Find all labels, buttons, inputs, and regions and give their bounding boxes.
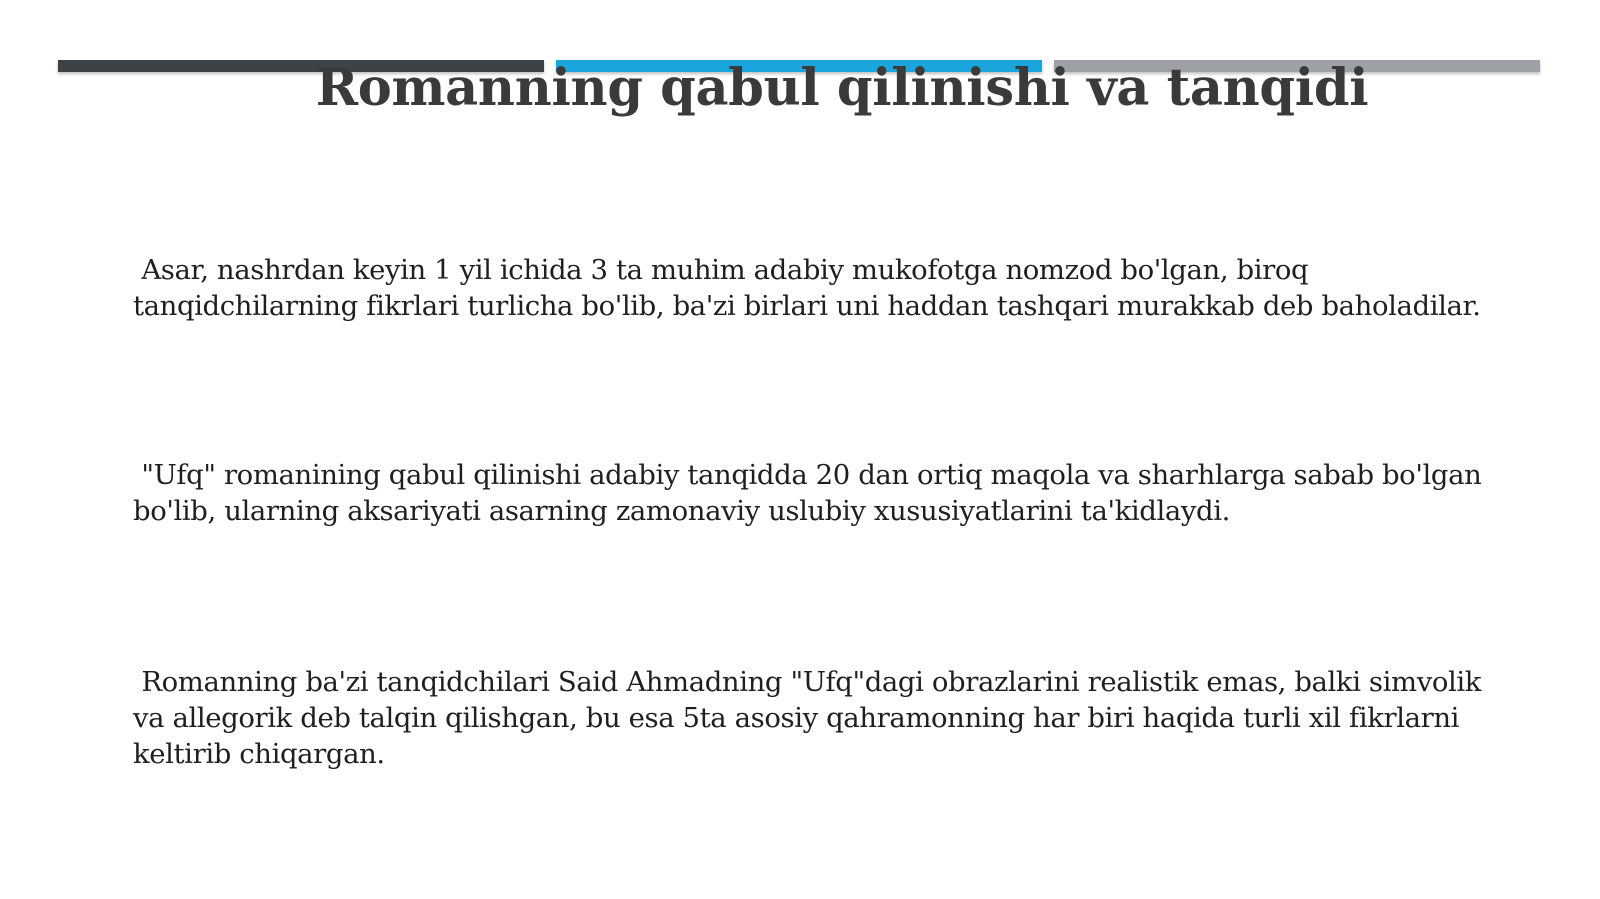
paragraph-1: Asar, nashrdan keyin 1 yil ichida 3 ta muhim adabiy mukofotga nomzod bo'lgan, biroq tanqidchilarning fikrlari turlicha bo'lib, ba'zi birlari uni haddan tashqari murakkab deb baholadilar. bbox=[133, 254, 1481, 322]
paragraph-2: "Ufq" romanining qabul qilinishi adabiy tanqidda 20 dan ortiq maqola va sharhlarga sabab bo'lgan bo'lib, ularning aksariyati asarning zamonaviy uslubiy xususiyatlarini ta'kidlaydi. bbox=[133, 459, 1490, 527]
paragraph-3: Romanning ba'zi tanqidchilari Said Ahmadning "Ufq"dagi obrazlarini realistik emas, balki simvolik va allegorik deb talqin qilishgan, bu esa 5ta asosiy qahramonning har biri haqida turli xil fikrlarni keltirib chiqargan. bbox=[133, 666, 1490, 770]
slide-title: Romanning qabul qilinishi va tanqidi bbox=[315, 58, 1369, 118]
